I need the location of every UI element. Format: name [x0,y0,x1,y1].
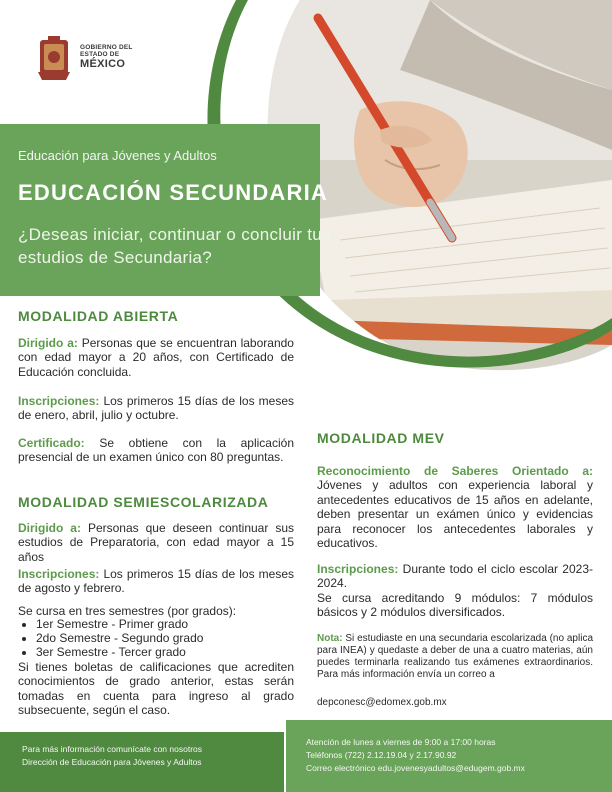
semi-boletas: Si tienes boletas de calificaciones que acrediten conocimientos de grado anterior, estas serán tomadas en cuenta para ingreso al grado subsecuente, según el caso. [18,660,294,718]
abierta-certificado-label: Certificado: [18,436,85,450]
mev-email-link[interactable]: depconesc@edomex.gob.mx [317,697,447,708]
mev-inscripciones-text: Durante todo el ciclo escolar 2023-2024. [317,562,593,591]
semi-inscripciones [18,567,294,596]
banner-question: ¿Deseas iniciar, continuar o concluir tus estudios de Secundaria? [18,225,331,267]
semi-dirigido [18,521,294,564]
mev-inscripciones [317,562,593,591]
footer-phones-line: Teléfonos (722) 2.12.19.04 y 2.17.90.92 [306,750,457,761]
banner-subtitle: Educación para Jóvenes y Adultos [18,148,217,163]
mev-modulos: Se cursa acreditando 9 módulos: 7 módulos básicos y 2 módulos diversificados. [317,591,593,620]
abierta-dirigido-text: Personas que se encuentran laborando con edad mayor a 20 años, con Certificado de Educación concluida. [18,336,294,379]
abierta-certificado-text: Se obtiene con la aplicación presencial de un examen único con 80 preguntas. [18,436,294,465]
page-title: EDUCACIÓN SECUNDARIA [18,180,329,205]
abierta-dirigido-label: Dirigido a: [18,336,78,350]
logo-line-3: MÉXICO [80,58,126,71]
mev-reconocimiento [317,464,593,550]
section-title-semiescolarizada: MODALIDAD SEMIESCOLARIZADA [18,494,269,510]
mev-reconocimiento-text: Jóvenes y adultos con experiencia laboral y antecedentes educativos de 15 años en adelante, deben presentar un exámen único y evidencias para reconocer los antecedentes laborales y educativos. [317,478,593,550]
semestres-list [36,618,294,659]
coat-of-arms-icon [36,36,72,80]
section-title-abierta: MODALIDAD ABIERTA [18,308,179,324]
mev-reconocimiento-label: Reconocimiento de Saberes Orientado a: [317,464,593,478]
list-item: • 2do Semestre - Segundo grado [36,632,294,646]
semi-semestres [18,604,294,660]
footer-hours-line: Atención de lunes a viernes de 9:00 a 17:00 horas [306,737,496,747]
list-item: • 1er Semestre - Primer grado [36,618,294,632]
semi-inscripciones-text: Los primeros 15 días de los meses de agosto y febrero. [18,567,294,596]
abierta-inscripciones-label: Inscripciones: [18,394,100,408]
footer-left-text [22,743,278,769]
mev-nota [317,633,593,681]
semestres-intro: Se cursa en tres semestres (por grados): [18,604,237,618]
logo-line-1: GOBIERNO DEL [80,44,133,52]
section-title-mev: MODALIDAD MEV [317,430,445,446]
logo-wordmark [80,45,133,70]
semi-dirigido-text: Personas que deseen continuar sus estudios de Preparatoria, con edad mayor a 15 años [18,521,294,564]
semi-dirigido-label: Dirigido a: [18,521,81,535]
footer-contact-line: Para más información comunícate con nosotros [22,744,203,754]
mev-inscripciones-label: Inscripciones: [317,562,399,576]
abierta-certificado [18,436,294,465]
footer-direction-line: Dirección de Educación para Jóvenes y Adultos [22,757,202,768]
abierta-inscripciones-text: Los primeros 15 días de los meses de enero, abril, julio y octubre. [18,394,294,423]
footer-email-line[interactable]: Correo electrónico edu.jovenesyadultos@edugem.gob.mx [306,763,525,774]
mev-nota-text: Si estudiaste en una secundaria escolarizada (no aplica para INEA) y quedaste a deber de una a cuatro materias, aún puedes terminarla realizando tus exámenes extraordinarios. Para más información envía un correo a [317,633,593,680]
government-logo [36,36,133,80]
semi-inscripciones-label: Inscripciones: [18,567,100,581]
abierta-dirigido [18,336,294,379]
mev-nota-label: Nota: [317,633,343,644]
abierta-inscripciones [18,394,294,423]
logo-line-2: ESTADO DE [80,51,120,59]
footer-right-text [306,736,606,776]
list-item: • 3er Semestre - Tercer grado [36,646,294,660]
